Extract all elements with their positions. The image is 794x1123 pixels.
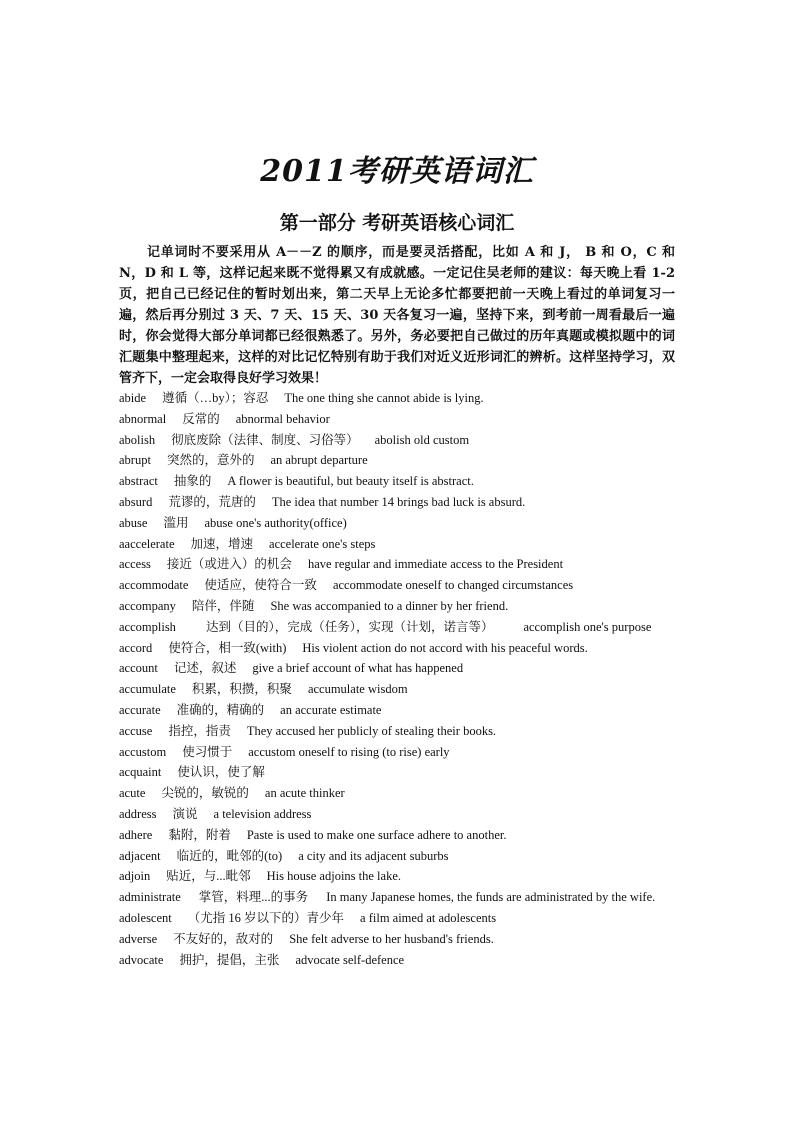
entry-word: accustom [119, 744, 167, 759]
entry-example: give a brief account of what has happened [252, 661, 464, 676]
entry-example: a city and its adjacent suburbs [298, 848, 449, 863]
entry-meaning: 掌管，料理...的事务 [198, 890, 309, 905]
vocab-entry [119, 908, 679, 929]
entry-word: advocate [119, 952, 164, 967]
vocab-entry [119, 929, 679, 950]
vocab-entry [119, 742, 679, 763]
vocab-entry [119, 887, 679, 908]
vocab-entry [119, 534, 679, 555]
vocab-entry [119, 679, 679, 700]
entry-meaning: 抽象的 [173, 474, 212, 489]
entry-word: abnormal [119, 411, 167, 426]
vocab-entry [119, 430, 679, 451]
vocab-entry [119, 388, 679, 409]
vocab-entry [119, 950, 679, 971]
entry-example: They accused her publicly of stealing their books. [246, 723, 497, 738]
entry-meaning: 遵循（…by）；容忍 [162, 391, 269, 405]
entry-meaning: 滥用 [163, 515, 189, 530]
vocab-entry [119, 721, 679, 742]
entry-word: acquaint [119, 765, 162, 780]
entry-meaning: 接近（或进入）的机会 [166, 557, 292, 572]
entry-meaning: 陪伴，伴随 [191, 598, 255, 613]
entry-word: accompany [119, 598, 176, 613]
vocab-entry [119, 492, 679, 513]
entry-word: accord [119, 640, 153, 655]
entry-meaning: 使习惯于 [182, 744, 233, 759]
vocab-entry [119, 846, 679, 867]
vocab-entry [119, 866, 679, 887]
entry-example: have regular and immediate access to the President [307, 557, 564, 572]
entry-word: abide [119, 391, 147, 405]
entry-meaning: 临近的，毗邻的(to) [176, 848, 283, 863]
entry-example: a film aimed at adolescents [360, 910, 497, 925]
entry-word: abstract [119, 474, 158, 489]
entry-word: access [119, 557, 151, 572]
entry-word: adjacent [119, 848, 161, 863]
vocab-entry [119, 450, 679, 471]
entry-example: advocate self-defence [295, 952, 405, 967]
vocab-entry [119, 783, 679, 804]
entry-example: She felt adverse to her husband's friends. [289, 931, 494, 946]
entry-meaning: 使认识，使了解 [177, 765, 265, 780]
entry-meaning: 使适应，使符合一致 [204, 578, 317, 593]
entry-word: adolescent [119, 910, 172, 925]
entry-meaning: 彻底废除（法律、制度、习俗等） [171, 432, 359, 447]
entry-word: accumulate [119, 682, 176, 697]
entry-meaning: 拥护，提倡，主张 [179, 952, 280, 967]
entry-meaning: 积累，积攒，积聚 [191, 682, 292, 697]
entry-word: accurate [119, 702, 161, 717]
entry-word: abuse [119, 515, 148, 530]
vocab-entry [119, 575, 679, 596]
entry-example: His violent action do not accord with his peaceful words. [302, 640, 588, 655]
vocab-entry [119, 554, 679, 575]
entry-meaning: 指控，指责 [168, 723, 231, 738]
entry-example: abuse one's authority(office) [204, 515, 347, 530]
entry-word: adverse [119, 931, 158, 946]
document-title: 2011考研英语词汇 [260, 154, 534, 189]
entry-word: administrate [119, 890, 181, 905]
intro-paragraph: 记单词时不要采用从 A－－Z 的顺序，而是要灵活搭配，比如 A 和 J， B 和 O，C 和 N，D 和 L 等，这样记起来既不觉得累又有成就感。一定记住吴老师的建议：每天晚上看 1-2 页，把自己已经记住的暂时划出来，第二天早上无论多忙都要把前一天晚上看过的单词复习一遍，然后再分别过 3 天、7 天、15 天、30 天各复习一遍，坚持下来，到考前一周看最后一遍时，你会觉得大部分单词都已经很熟悉了。另外，务必要把自己做过的历年真题或模拟题中的词汇题集中整理起来，这样的对比记忆特别有助于我们对近义近形词汇的辨析。这样坚持学习，双管齐下，一定会取得良好学习效果！ [119, 245, 675, 386]
vocab-entry [119, 471, 679, 492]
entry-example: a television address [213, 806, 312, 821]
entry-word: adjoin [119, 869, 151, 884]
entry-meaning: 达到（目的），完成（任务），实现（计划，诺言等） [205, 619, 494, 634]
entry-word: accommodate [119, 578, 189, 593]
entry-example: accumulate wisdom [307, 682, 408, 697]
entry-example: an accurate estimate [280, 702, 382, 717]
vocab-entry [119, 409, 679, 430]
entry-example: accustom oneself to rising (to rise) early [248, 744, 450, 759]
entry-word: aaccelerate [119, 536, 175, 551]
section-heading: 第一部分 考研英语核心词汇 [279, 212, 515, 234]
entry-meaning: 黏附，附着 [168, 827, 231, 842]
vocab-entry [119, 804, 679, 825]
entry-word: absurd [119, 494, 153, 509]
entry-example: The idea that number 14 brings bad luck is absurd. [271, 494, 526, 509]
entry-word: address [119, 806, 157, 821]
entry-example: an acute thinker [264, 786, 345, 801]
entry-example: Paste is used to make one surface adhere to another. [246, 827, 507, 842]
vocabulary-list [119, 388, 679, 970]
vocab-entry [119, 825, 679, 846]
entry-meaning: 突然的，意外的 [166, 453, 255, 468]
vocab-entry [119, 700, 679, 721]
entry-example: an abrupt departure [270, 453, 368, 468]
entry-meaning: 加速，增速 [190, 536, 254, 551]
entry-word: accuse [119, 723, 153, 738]
entry-word: abrupt [119, 453, 151, 468]
entry-example: She was accompanied to a dinner by her friend. [270, 598, 509, 613]
entry-example: The one thing she cannot abide is lying. [284, 391, 484, 405]
entry-example: A flower is beautiful, but beauty itself is abstract. [227, 474, 474, 489]
entry-meaning: 反常的 [182, 411, 220, 426]
entry-meaning: 演说 [172, 806, 198, 821]
entry-example: accommodate oneself to changed circumstances [332, 578, 574, 593]
entry-example: abnormal behavior [235, 411, 330, 426]
vocab-entry [119, 638, 679, 659]
entry-example: In many Japanese homes, the funds are administrated by the wife. [326, 890, 656, 905]
entry-example: accomplish one's purpose [523, 619, 652, 634]
vocab-entry [119, 596, 679, 617]
entry-word: accomplish [119, 619, 176, 634]
entry-example: abolish old custom [374, 432, 470, 447]
vocab-entry [119, 658, 679, 679]
entry-example: accelerate one's steps [269, 536, 376, 551]
entry-meaning: 记述，叙述 [173, 661, 237, 676]
entry-meaning: 荒谬的，荒唐的 [168, 494, 256, 509]
vocab-entry [119, 762, 679, 783]
entry-example: His house adjoins the lake. [266, 869, 401, 884]
entry-word: abolish [119, 432, 156, 447]
entry-meaning: （尤指 16 岁以下的）青少年 [187, 910, 345, 925]
entry-meaning: 尖锐的，敏锐的 [161, 786, 249, 801]
entry-meaning: 贴近，与...毗邻 [166, 869, 251, 884]
entry-word: acute [119, 786, 146, 801]
entry-meaning: 不友好的，敌对的 [173, 931, 274, 946]
entry-word: adhere [119, 827, 153, 842]
vocab-entry [119, 617, 679, 638]
entry-word: account [119, 661, 158, 676]
vocab-entry [119, 513, 679, 534]
entry-meaning: 准确的，精确的 [176, 702, 265, 717]
entry-meaning: 使符合，相一致(with) [168, 640, 287, 655]
